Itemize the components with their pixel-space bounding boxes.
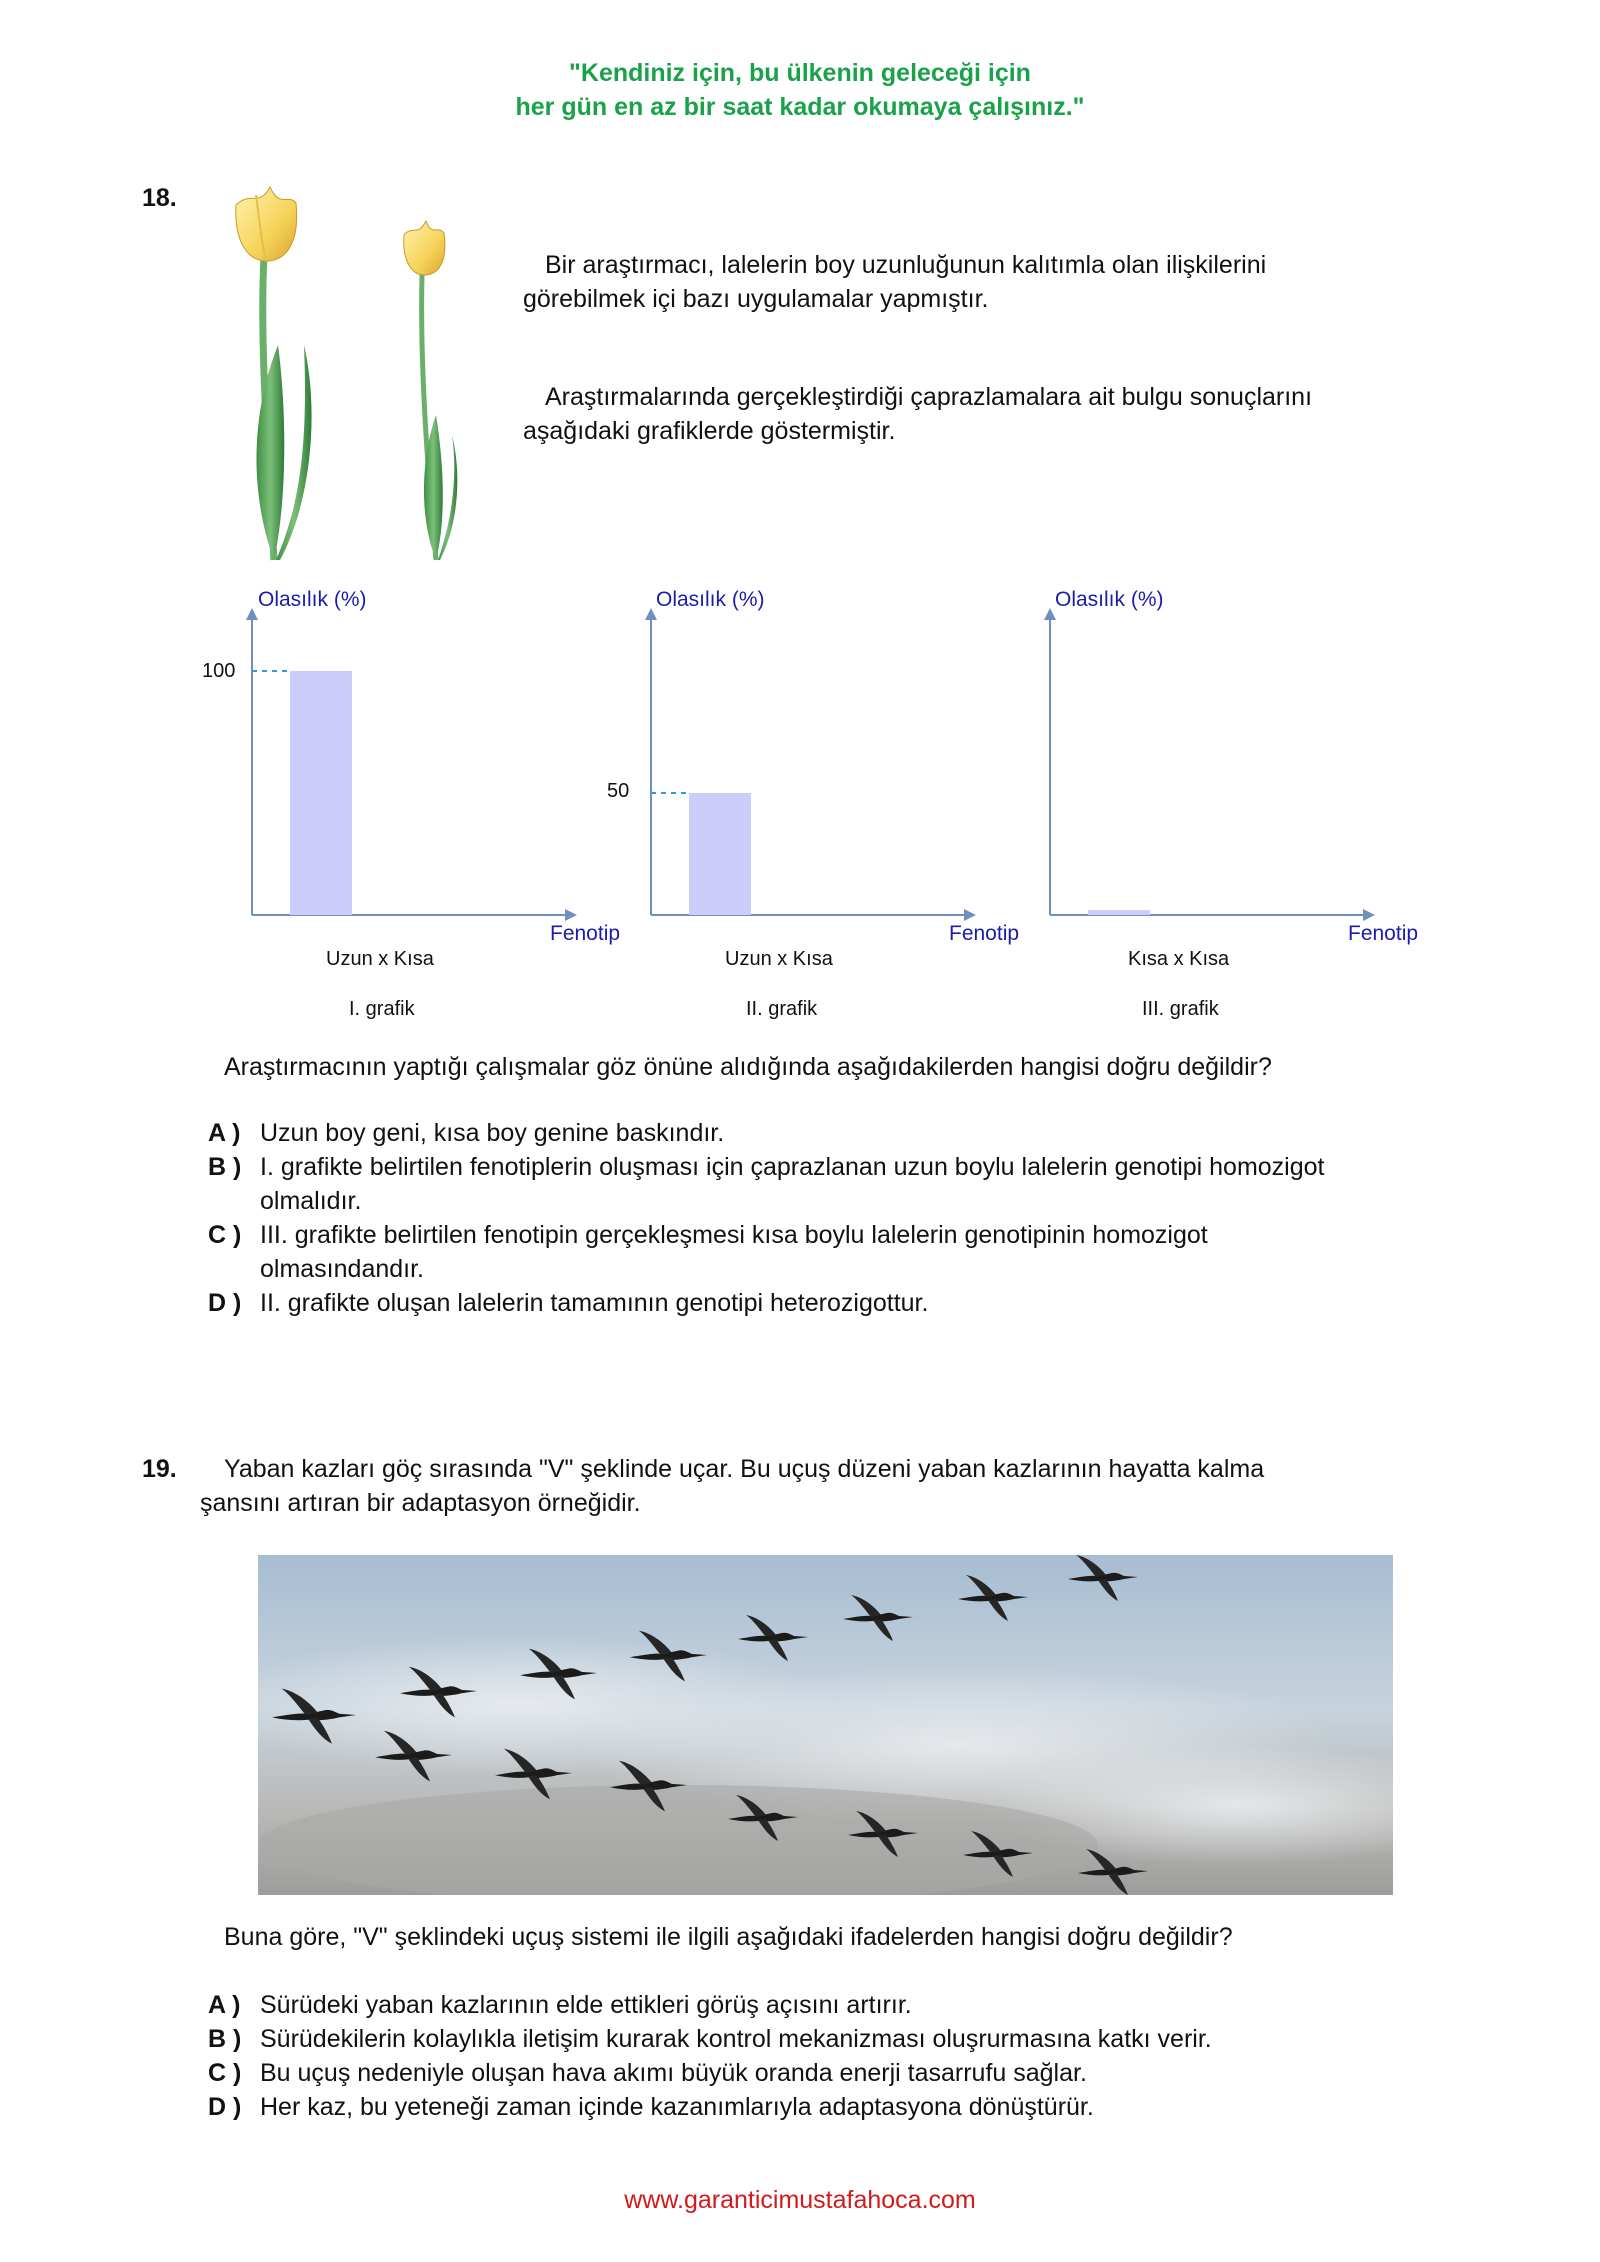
option-text: Bu uçuş nedeniyle oluşan hava akımı büyük oranda enerji tasarrufu sağlar. [260, 2059, 1087, 2087]
chart3-y-axis-label: Olasılık (%) [1055, 588, 1164, 611]
q19-intro-line-1: Yaban kazları göç sırasında "V" şeklinde uçar. Bu uçuş düzeni yaban kazlarının hayatta kalma [224, 1455, 1265, 1483]
footer-website-link[interactable]: www.garanticimustafahoca.com [624, 2186, 976, 2214]
option-text: Sürüdeki yaban kazlarının elde ettikleri görüş açısını artırır. [260, 1991, 912, 2019]
option-label: D ) [208, 2093, 242, 2121]
motto-line-2: her gün en az bir saat kadar okumaya çalışınız." [515, 93, 1085, 121]
motto-line-1: "Kendiniz için, bu ülkenin geleceği için [569, 59, 1031, 87]
chart1-category-label: Uzun x Kısa [326, 948, 434, 970]
chart2-tick-label: 50 [607, 780, 630, 802]
q18-intro-line-3: Araştırmalarında gerçekleştirdiği çaprazlamalara ait bulgu sonuçlarını [545, 383, 1313, 411]
option-label: C ) [208, 2059, 242, 2087]
chart1-caption: I. grafik [349, 998, 415, 1020]
option-label: A ) [208, 1991, 241, 2019]
q19-intro-line-2: şansını artıran bir adaptasyon örneğidir. [200, 1489, 641, 1517]
q19-option-a[interactable] [208, 1988, 1428, 2022]
question-18-number: 18. [142, 184, 177, 212]
option-text: I. grafikte belirtilen fenotiplerin oluşması için çaprazlanan uzun boylu lalelerin genotipi homozigot olmalıdır. [260, 1153, 1325, 1215]
chart3-bar [1088, 910, 1150, 915]
option-text: II. grafikte oluşan lalelerin tamamının genotipi heterozigottur. [260, 1289, 929, 1317]
chart2-category-label: Uzun x Kısa [725, 948, 833, 970]
q18-intro-line-4: aşağıdaki grafiklerde göstermiştir. [523, 417, 896, 445]
q19-option-b[interactable] [208, 2022, 1428, 2056]
q18-option-d[interactable] [208, 1286, 1428, 1320]
chart2-bar [689, 793, 751, 915]
option-label: B ) [208, 2025, 242, 2053]
q18-intro-line-1: Bir araştırmacı, lalelerin boy uzunluğunun kalıtımla olan ilişkilerini [545, 251, 1267, 279]
chart2-caption: II. grafik [746, 998, 818, 1020]
chart1-y-axis-arrow [246, 608, 258, 620]
option-label: C ) [208, 1221, 242, 1249]
option-text: Her kaz, bu yeteneği zaman içinde kazanımlarıyla adaptasyona dönüştürür. [260, 2093, 1094, 2121]
option-label: B ) [208, 1153, 242, 1181]
option-text: Sürüdekilerin kolaylıkla iletişim kurarak kontrol mekanizması oluşrurmasına katkı verir. [260, 2025, 1212, 2053]
option-label: A ) [208, 1119, 241, 1147]
chart1-y-axis-label: Olasılık (%) [258, 588, 367, 611]
q18-question: Araştırmacının yaptığı çalışmalar göz önüne alıdığında aşağıdakilerden hangisi doğru değildir? [224, 1053, 1272, 1081]
chart1-x-axis-arrow [565, 909, 577, 921]
q18-option-a[interactable] [208, 1116, 1428, 1150]
q18-option-c[interactable] [208, 1218, 1318, 1286]
q18-option-b[interactable] [208, 1150, 1428, 1218]
chart2-x-axis-arrow [964, 909, 976, 921]
q19-option-d[interactable] [208, 2090, 1428, 2124]
chart1-bar [290, 671, 352, 915]
chart1-tick-label: 100 [202, 660, 236, 682]
option-text: III. grafikte belirtilen fenotipin gerçekleşmesi kısa boylu lalelerin genotipinin homozigot olmasındandır. [260, 1221, 1208, 1283]
chart2-x-axis-label: Fenotip [949, 922, 1020, 945]
geese-v-formation-photo [258, 1555, 1393, 1895]
chart2-y-axis-label: Olasılık (%) [656, 588, 765, 611]
option-text: Uzun boy geni, kısa boy genine baskındır. [260, 1119, 725, 1147]
q19-option-c[interactable] [208, 2056, 1428, 2090]
chart3-category-label: Kısa x Kısa [1128, 948, 1230, 970]
option-label: D ) [208, 1289, 242, 1317]
q18-intro-line-2: görebilmek içi bazı uygulamalar yapmıştır. [523, 285, 989, 313]
chart3-x-axis-label: Fenotip [1348, 922, 1419, 945]
chart3-caption: III. grafik [1142, 998, 1219, 1020]
q19-question: Buna göre, "V" şeklindeki uçuş sistemi ile ilgili aşağıdaki ifadelerden hangisi doğru değildir? [224, 1923, 1233, 1951]
phenotype-charts [0, 0, 1600, 1040]
question-19-number: 19. [142, 1455, 177, 1483]
chart1-x-axis-label: Fenotip [550, 922, 621, 945]
chart3-x-axis-arrow [1363, 909, 1375, 921]
